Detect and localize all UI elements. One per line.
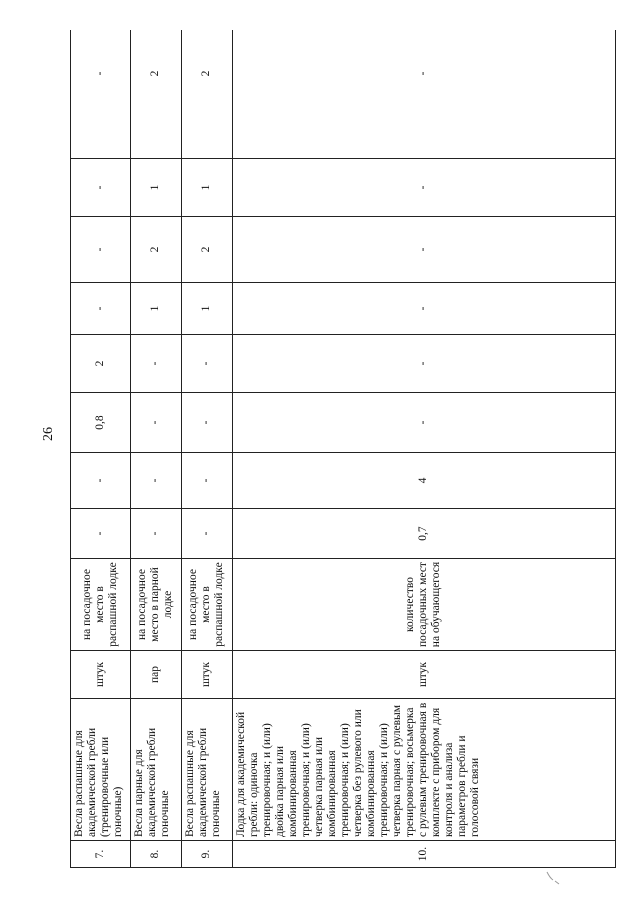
table-row	[71, 30, 131, 868]
unit-cell: штук	[181, 651, 232, 699]
item-name: Весла парные для академической гребли гоночные	[130, 699, 181, 841]
value-cell: 2	[181, 217, 232, 283]
value-cell: 0,7	[232, 509, 615, 559]
unit-cell: пар	[130, 651, 181, 699]
value-cell: 1	[181, 159, 232, 217]
item-name: Лодка для академической гребли: одиночка тренировочная; и (или) двойка парная или комбинированная тренировочная; и (или) четверка парная или комбинированная тренировочная; и (или) четверка без рулевого или комбинированная тренировочная; и (или) четверка парная с рулевым тренировочная; восьмерка с рулевым тренировочная в комплекте с прибором для контроля и анализа параметров гребли и голосовой связи	[232, 699, 615, 841]
equipment-table	[70, 30, 616, 868]
value-cell: -	[71, 509, 131, 559]
calculation-unit: количество посадочных мест на обучающегося	[232, 559, 615, 651]
value-cell: -	[130, 393, 181, 453]
rotated-table-container	[70, 30, 616, 868]
value-cell: -	[130, 453, 181, 509]
table-row	[232, 30, 615, 868]
equipment-table-wrapper	[70, 30, 616, 868]
value-cell: 2	[181, 30, 232, 159]
value-cell: 1	[130, 283, 181, 335]
item-name: Весла распашные для академической гребли гоночные	[181, 699, 232, 841]
value-cell: 0,8	[71, 393, 131, 453]
value-cell: -	[181, 509, 232, 559]
value-cell: 2	[130, 30, 181, 159]
value-cell: -	[232, 335, 615, 393]
value-cell: 2	[130, 217, 181, 283]
row-number: 10.	[232, 841, 615, 868]
value-cell: -	[232, 159, 615, 217]
row-number: 7.	[71, 841, 131, 868]
calculation-unit: на посадочное место в распашной лодке	[71, 559, 131, 651]
value-cell: -	[71, 283, 131, 335]
table-row	[130, 30, 181, 868]
value-cell: -	[232, 283, 615, 335]
row-number: 9.	[181, 841, 232, 868]
value-cell: 2	[71, 335, 131, 393]
value-cell: -	[130, 509, 181, 559]
value-cell: -	[232, 393, 615, 453]
value-cell: -	[232, 30, 615, 159]
calculation-unit: на посадочное место в парной лодке	[130, 559, 181, 651]
value-cell: 4	[232, 453, 615, 509]
value-cell: 1	[181, 283, 232, 335]
value-cell: -	[71, 217, 131, 283]
value-cell: -	[232, 217, 615, 283]
unit-cell: штук	[232, 651, 615, 699]
table-row	[181, 30, 232, 868]
row-number: 8.	[130, 841, 181, 868]
page-number: 26	[41, 427, 56, 441]
pen-mark-icon	[544, 868, 564, 888]
value-cell: -	[71, 453, 131, 509]
item-name: Весла распашные для академической гребли (тренировочные или гоночные)	[71, 699, 131, 841]
value-cell: -	[181, 393, 232, 453]
value-cell: 1	[130, 159, 181, 217]
value-cell: -	[130, 335, 181, 393]
value-cell: -	[181, 335, 232, 393]
unit-cell: штук	[71, 651, 131, 699]
value-cell: -	[71, 30, 131, 159]
value-cell: -	[71, 159, 131, 217]
value-cell: -	[181, 453, 232, 509]
calculation-unit: на посадочное место в распашной лодке	[181, 559, 232, 651]
